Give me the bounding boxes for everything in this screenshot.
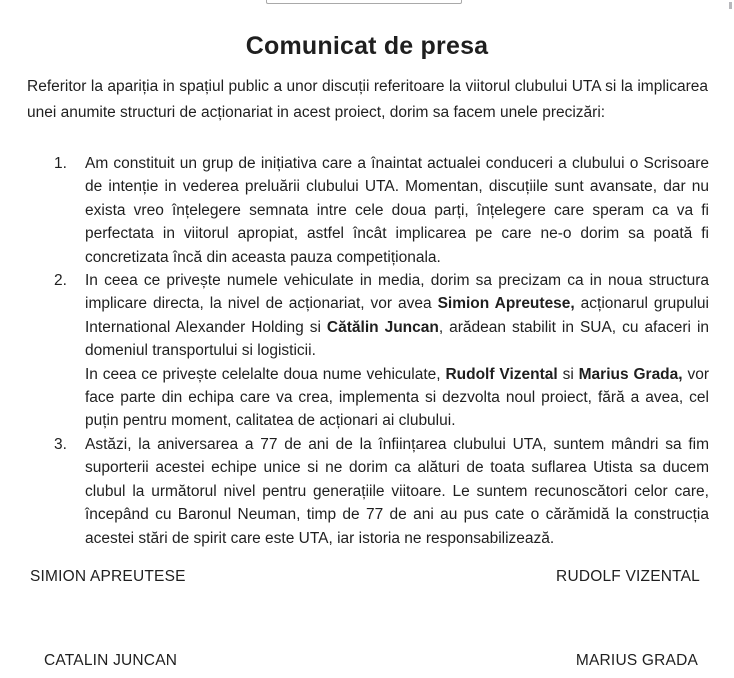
signature-rudolf-vizental: RUDOLF VIZENTAL bbox=[556, 568, 700, 585]
list-item-2-paragraph-2: In ceea ce privește celelalte doua nume vehiculate, Rudolf Vizental si Marius Grada, vor face parte din echipa care va crea, implementa si dezvolta noul proiect, fără a avea, cel puțin pentru moment, calitatea de acționari ai clubului. bbox=[85, 365, 710, 430]
list-item-3-number: 3. bbox=[54, 435, 67, 453]
signature-catalin-juncan: CATALIN JUNCAN bbox=[44, 652, 178, 669]
list-item-1 bbox=[27, 152, 709, 269]
signature-row-1 bbox=[30, 568, 700, 586]
list-item-2 bbox=[27, 269, 709, 433]
signature-simion-apreutese: SIMION APREUTESE bbox=[30, 568, 186, 585]
cropped-ui-box bbox=[266, 0, 462, 4]
list-item-1-paragraph: Am constituit un grup de inițiativa care a înaintat actualei conduceri a clubului o Scrisoare de intenție in vederea preluării clubului UTA. Momentan, discuțiile sunt avansate, dar nu exista vreo înțelegere semnata intre cele doua parți, înțelegere care speram ca va fi perfectata in viitorul apropiat, astfel încât implicarea pe care ne-o dorim sa poată fi concretizata încă din aceasta pauza competiționala. bbox=[85, 155, 709, 266]
document-title: Comunicat de presa bbox=[245, 31, 489, 60]
list-item-1-number: 1. bbox=[54, 155, 67, 172]
signature-row-2 bbox=[44, 652, 698, 670]
list-item-2-number: 2. bbox=[54, 272, 67, 290]
intro-paragraph: Referitor la apariția in spațiul public a unor discuții referitoare la viitorul clubului UTA si la implicarea unei anumite structuri de acționariat in acest proiect, dorim sa facem unele precizări: bbox=[27, 77, 708, 121]
cropped-edge-artifact bbox=[729, 2, 732, 9]
list-item-3 bbox=[27, 433, 709, 550]
list-item-2-paragraph-1: In ceea ce privește numele vehiculate in media, dorim sa precizam ca in noua structura implicare directa, la nivel de acționariat, vor avea Simion Apreutese, acționarul grupului International Alexander Holding si Cătălin Juncan, arădean stabilit in SUA, cu afaceri in domeniul transportului si logisticii. bbox=[85, 272, 710, 360]
numbered-list bbox=[27, 152, 709, 550]
list-item-3-paragraph: Astăzi, la aniversarea a 77 de ani de la înființarea clubului UTA, suntem mândri sa fim suporterii acestei echipe unice si ne dorim ca alături de toata suflarea Utista sa ducem clubul la următorul nivel pentru generațiile viitoare. Le suntem recunoscători celor care, începând cu Baronul Neuman, timp de 77 de ani au pus cate o cărămidă la construcția acestei stări de spirit care este UTA, iar istoria ne responsabilizează. bbox=[85, 435, 709, 547]
signature-marius-grada: MARIUS GRADA bbox=[575, 652, 698, 669]
